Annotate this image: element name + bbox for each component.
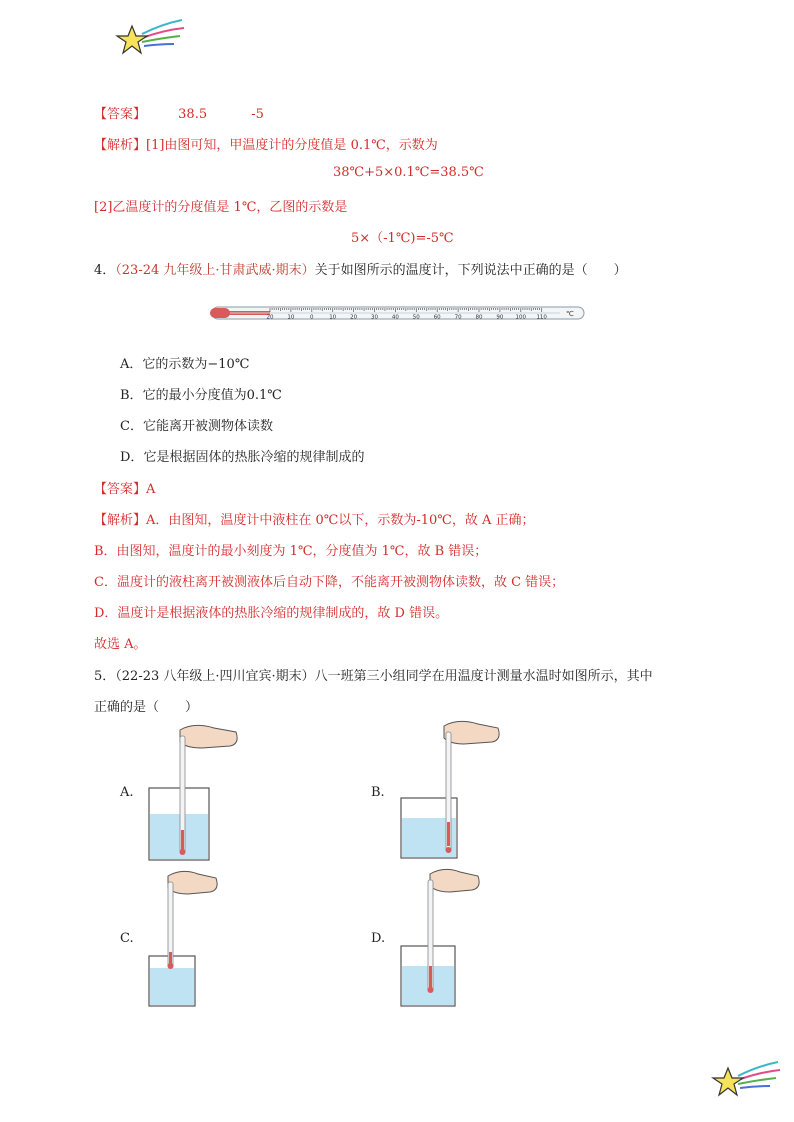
answer-block-4: [94, 478, 155, 497]
question-source: （22-23 八年级上·四川宜宾·期末）: [115, 669, 315, 684]
analysis-4-line-c: C．温度计的液柱离开被测液体后自动下降，不能离开被测物体读数，故 C 错误；: [94, 575, 565, 590]
option-text: 它的示数为−10℃: [142, 357, 250, 372]
thermometer-tick-label: 30: [371, 314, 378, 321]
analysis-formula-2: 5×（-1℃)=-5℃: [351, 231, 454, 246]
answer-block-3: [94, 103, 264, 122]
thermometer-tick-label: 110: [536, 314, 547, 321]
analysis-line-1: [94, 134, 438, 153]
option-text: 它是根据固体的热胀冷缩的规律制成的: [143, 450, 365, 465]
option-text: 它的最小分度值为0.1℃: [142, 388, 282, 403]
thermometer-tick-label: 80: [475, 314, 483, 321]
thermometer-tick-label: 20: [350, 314, 358, 321]
star-decoration-icon: [708, 1060, 782, 1102]
figure-d-beaker: [398, 866, 482, 1010]
figure-b-beaker: [398, 718, 502, 864]
question-4-stem: [94, 259, 627, 278]
thermometer-tick-label: 10: [329, 314, 337, 321]
figure-label-c[interactable]: C.: [120, 931, 134, 946]
answer-value-1: 38.5: [178, 107, 208, 122]
analysis-tag: 【解析】: [94, 513, 147, 528]
question-number: 5．: [94, 669, 116, 684]
figure-label-b[interactable]: B.: [371, 785, 385, 800]
analysis-4-conclusion: 故选 A。: [94, 637, 147, 652]
figure-c-beaker: [146, 868, 220, 1008]
thermometer-tick-label: 50: [412, 314, 420, 321]
figure-label-d[interactable]: D.: [371, 931, 386, 946]
answer-value: A: [146, 482, 156, 497]
star-decoration-icon: [112, 18, 186, 60]
thermometer-tick-label: 20: [266, 314, 274, 321]
option-a[interactable]: [120, 353, 249, 372]
analysis-4-line-b: B．由图知，温度计的最小刻度为 1℃，分度值为 1℃，故 B 错误；: [94, 544, 488, 559]
thermometer-graphic: [210, 301, 586, 325]
analysis-tag: 【解析】: [94, 138, 147, 153]
option-d[interactable]: [120, 446, 364, 465]
option-label: D．: [120, 450, 144, 465]
question-source: （23-24 九年级上·甘肃武威·期末）: [115, 263, 315, 278]
figure-label-a[interactable]: A.: [120, 785, 134, 800]
analysis-text: A．由图知，温度计中液柱在 0℃以下，示数为-10℃，故 A 正确；: [146, 513, 535, 528]
question-stem: 八一班第三小组同学在用温度计测量水温时如图所示，其中: [314, 669, 653, 684]
analysis-formula-1: 38℃+5×0.1℃=38.5℃: [333, 165, 484, 180]
thermometer-tick-label: 40: [391, 314, 399, 321]
thermometer-figure: [210, 301, 586, 325]
analysis-4-line-a: [94, 509, 534, 528]
analysis-line-2: [2]乙温度计的分度值是 1℃，乙图的示数是: [94, 200, 348, 215]
thermometer-unit: ℃: [566, 310, 574, 318]
question-5-stem: [94, 665, 653, 684]
answer-value-2: -5: [251, 107, 264, 122]
answer-tag: 【答案】: [94, 482, 147, 497]
question-stem: 关于如图所示的温度计，下列说法中正确的是（ ）: [314, 263, 627, 278]
option-b[interactable]: [120, 384, 282, 403]
thermometer-tick-label: 0: [310, 314, 314, 321]
thermometer-tick-label: 70: [454, 314, 462, 321]
analysis-text: [1]由图可知，甲温度计的分度值是 0.1℃，示数为: [146, 138, 438, 153]
thermometer-tick-label: 90: [496, 314, 504, 321]
option-label: C．: [120, 419, 143, 434]
question-5-stem-line-2: 正确的是（ ）: [94, 700, 199, 715]
thermometer-tick-label: 10: [287, 314, 295, 321]
option-label: B．: [120, 388, 143, 403]
option-c[interactable]: [120, 415, 273, 434]
answer-tag: 【答案】: [94, 107, 147, 122]
option-label: A．: [120, 357, 143, 372]
figure-a-beaker: [146, 722, 240, 864]
thermometer-tick-label: 60: [433, 314, 441, 321]
option-text: 它能离开被测物体读数: [142, 419, 273, 434]
question-number: 4．: [94, 263, 116, 278]
thermometer-tick-label: 100: [515, 314, 527, 321]
analysis-4-line-d: D．温度计是根据液体的热胀冷缩的规律制成的，故 D 错误。: [94, 606, 449, 621]
